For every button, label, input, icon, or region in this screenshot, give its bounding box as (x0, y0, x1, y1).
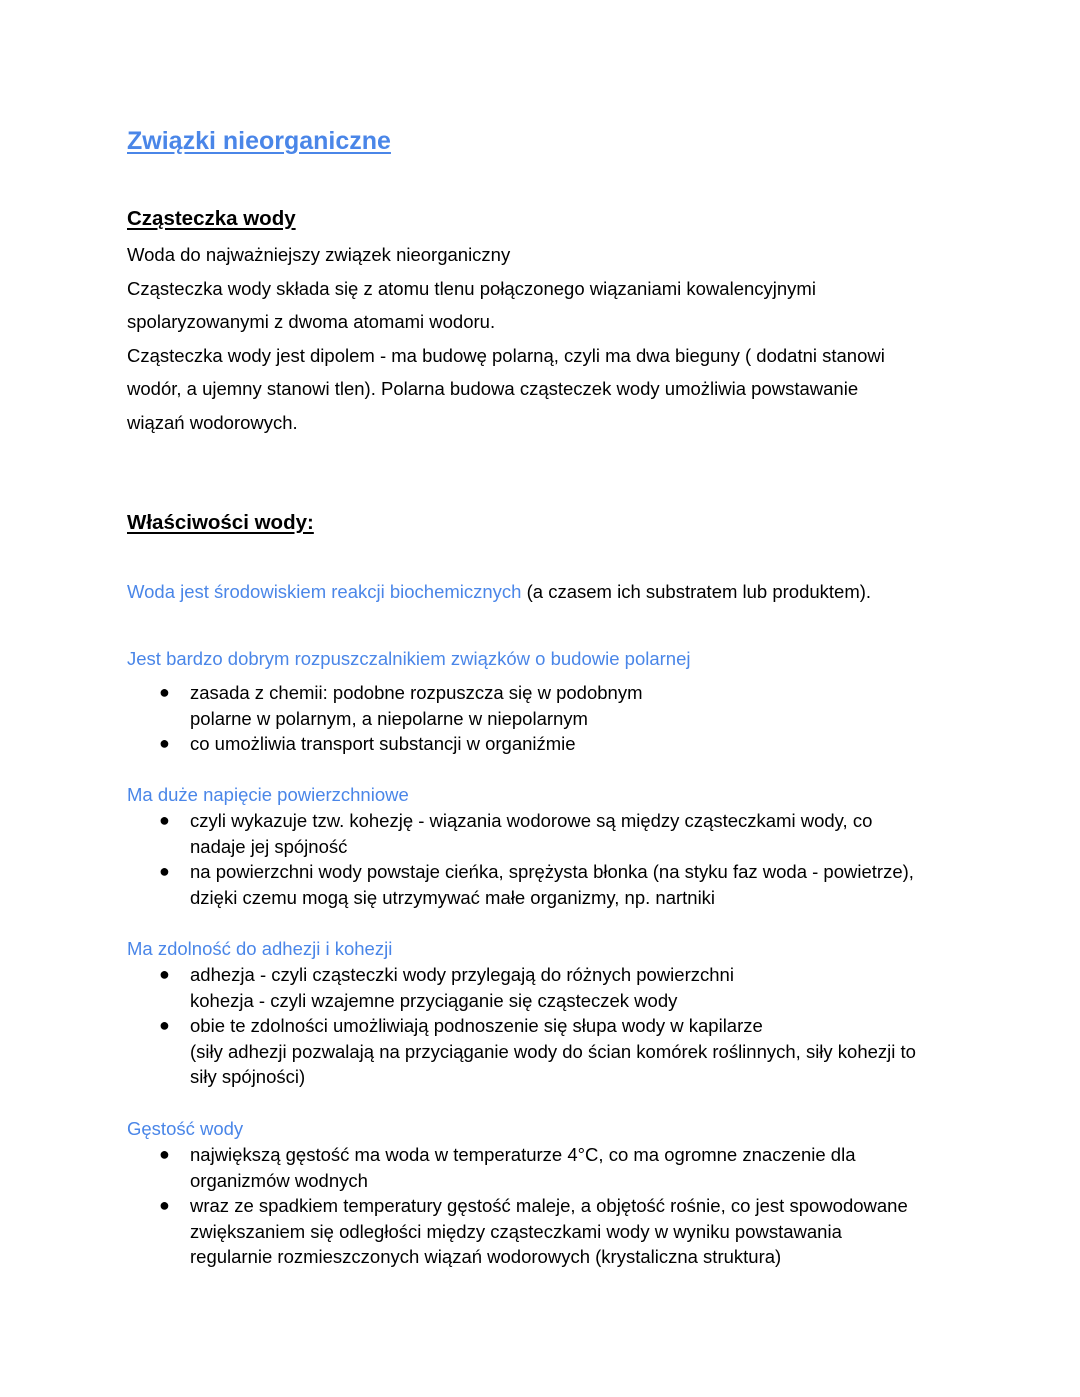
bullet-icon: ● (159, 1195, 170, 1215)
reaction-environment-text (127, 579, 871, 605)
density-subheading: Gęstość wody (127, 1118, 244, 1139)
page-title: Związki nieorganiczne (127, 127, 391, 155)
list-item (127, 808, 977, 859)
list-item-line: na powierzchni wody powstaje cieńka, sprężysta błonka (na styku faz woda - powietrze), (190, 861, 914, 882)
list-item (127, 1013, 977, 1090)
list-item-line: polarne w polarnym, a niepolarne w niepolarnym (190, 707, 588, 729)
list-item-line: co umożliwia transport substancji w organiźmie (190, 733, 576, 754)
list-item-line: czyli wykazuje tzw. kohezję - wiązania wodorowe są między cząsteczkami wody, co (190, 810, 873, 831)
surface-tension-list (127, 808, 977, 910)
list-item-line: wraz ze spadkiem temperatury gęstość maleje, a objętość rośnie, co jest spowodowane (190, 1195, 908, 1216)
list-item-line: nadaje jej spójność (190, 835, 348, 857)
paragraph-line: spolaryzowanymi z dwoma atomami wodoru. (127, 311, 496, 332)
list-item-line: regularnie rozmieszczonych wiązań wodorowych (krystaliczna struktura) (190, 1246, 782, 1267)
surface-tension-subheading: Ma duże napięcie powierzchniowe (127, 784, 409, 805)
water-molecule-paragraph (127, 238, 967, 439)
list-item-line: adhezja - czyli cząsteczki wody przylegają do różnych powierzchni (190, 964, 734, 985)
list-item-line: zasada z chemii: podobne rozpuszcza się w podobnym (190, 682, 643, 703)
bullet-icon: ● (159, 733, 170, 753)
density-list (127, 1142, 977, 1270)
bullet-icon: ● (159, 682, 170, 702)
solvent-subheading: Jest bardzo dobrym rozpuszczalnikiem związków o budowie polarnej (127, 648, 691, 669)
paragraph-line: Woda do najważniejszy związek nieorganiczny (127, 244, 511, 265)
bullet-icon: ● (159, 810, 170, 830)
list-item-line: (siły adhezji pozwalają na przyciąganie wody do ścian komórek roślinnych, siły kohezji to (190, 1040, 916, 1062)
paragraph-line: wiązań wodorowych. (127, 411, 298, 433)
list-item (127, 1193, 977, 1270)
reaction-environment-note: (a czasem ich substratem lub produktem). (521, 581, 872, 602)
paragraph-line: Cząsteczka wody składa się z atomu tlenu połączonego wiązaniami kowalencyjnymi (127, 277, 816, 299)
list-item (127, 1142, 977, 1193)
list-item (127, 859, 977, 910)
list-item (127, 731, 977, 757)
list-item-line: obie te zdolności umożliwiają podnoszenie się słupa wody w kapilarze (190, 1015, 763, 1036)
paragraph-line: wodór, a ujemny stanowi tlen). Polarna budowa cząsteczek wody umożliwia powstawanie (127, 378, 859, 399)
list-item (127, 962, 977, 1013)
water-molecule-heading: Cząsteczka wody (127, 207, 296, 230)
list-item-line: zwiększaniem się odległości między cząsteczkami wody w wyniku powstawania (190, 1220, 842, 1242)
list-item-line: dzięki czemu mogą się utrzymywać małe organizmy, np. nartniki (190, 886, 716, 908)
solvent-list (127, 680, 977, 757)
paragraph-line: Cząsteczka wody jest dipolem - ma budowę polarną, czyli ma dwa bieguny ( dodatni stanowi (127, 344, 885, 366)
list-item-line: kohezja - czyli wzajemne przyciąganie się cząsteczek wody (190, 989, 678, 1011)
list-item (127, 680, 977, 731)
adhesion-subheading: Ma zdolność do adhezji i kohezji (127, 938, 393, 959)
list-item-line: siły spójności) (190, 1066, 306, 1087)
bullet-icon: ● (159, 861, 170, 881)
properties-heading: Właściwości wody: (127, 511, 314, 534)
list-item-line: organizmów wodnych (190, 1169, 368, 1191)
list-item-line: największą gęstość ma woda w temperaturze 4°C, co ma ogromne znaczenie dla (190, 1144, 856, 1165)
reaction-environment-highlight: Woda jest środowiskiem reakcji biochemicznych (127, 581, 522, 602)
adhesion-list (127, 962, 977, 1090)
bullet-icon: ● (159, 964, 170, 984)
bullet-icon: ● (159, 1144, 170, 1164)
bullet-icon: ● (159, 1015, 170, 1035)
